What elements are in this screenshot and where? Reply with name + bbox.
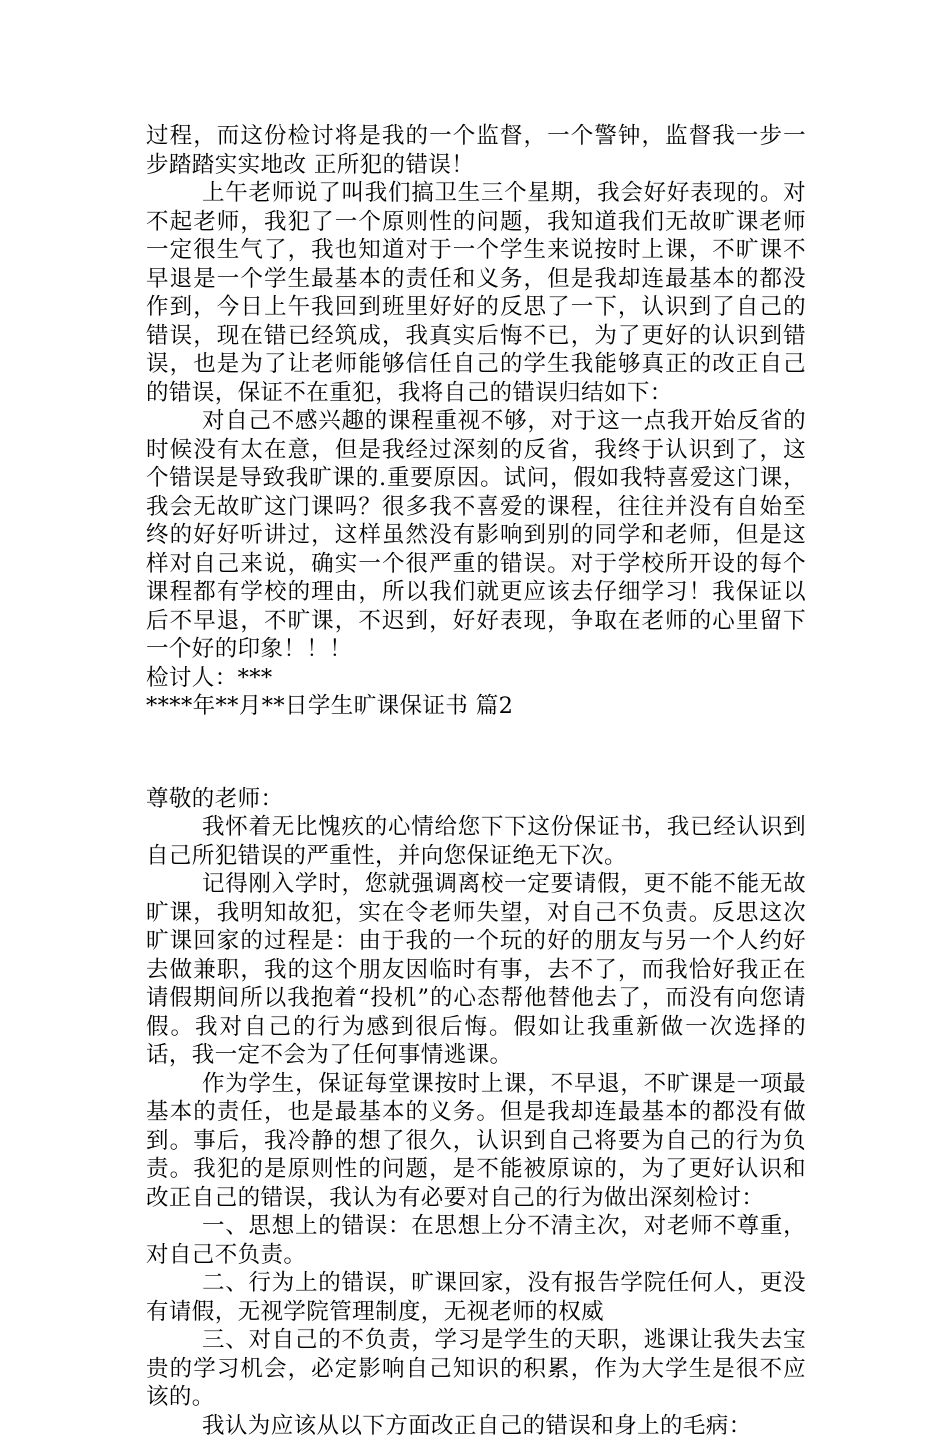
paragraph-apology: 上午老师说了叫我们搞卫生三个星期，我会好好表现的。对不起老师，我犯了一个原则性的问题，我知道我们无故旷课老师一定很生气了，我也知道对于一个学生来说按时上课，不旷课不早退是一个学生最基本的责任和义务，但是我却连最基本的都没作到，今日上午我回到班里好好的反思了一下，认识到了自己的错误，现在错已经筑成，我真实后悔不已，为了更好的认识到错误，也是为了让老师能够信任自己的学生我能够真正的改正自己的错误，保证不在重犯，我将自己的错误归结如下： [146,179,806,407]
paragraph-guarantee: 我怀着无比愧疚的心情给您下下这份保证书，我已经认识到自己所犯错误的严重性，并向您保证绝无下次。 [146,813,806,870]
paragraph-responsibility: 作为学生，保证每堂课按时上课，不早退，不旷课是一项最基本的责任，也是最基本的义务。但是我却连最基本的都没有做到。事后，我冷静的想了很久，认识到自己将要为自己的行为负责。我犯的是原则性的问题，是不能被原谅的，为了更好认识和改正自己的错误，我认为有必要对自己的行为做出深刻检讨： [146,1070,806,1213]
salutation: 尊敬的老师： [146,785,806,814]
paragraph-closing: 我认为应该从以下方面改正自己的错误和身上的毛病： [146,1412,806,1440]
list-item-2: 二、行为上的错误，旷课回家，没有报告学院任何人，更没有请假，无视学院管理制度，无视老师的权威 [146,1269,806,1326]
paragraph-reflection: 对自己不感兴趣的课程重视不够，对于这一点我开始反省的时候没有太在意，但是我经过深刻的反省，我终于认识到了，这个错误是导致我旷课的.重要原因。试问，假如我特喜爱这门课，我会无故旷这门课吗？很多我不喜爱的课程，往往并没有自始至终的好好听讲过，这样虽然没有影响到别的同学和老师，但是这样对自己来说，确实一个很严重的错误。对于学校所开设的每个课程都有学校的理由，所以我们就更应该去仔细学习！我保证以后不早退，不旷课，不迟到，好好表现，争取在老师的心里留下一个好的印象！！！ [146,407,806,664]
section-gap [146,721,806,785]
paragraph-background: 记得刚入学时，您就强调离校一定要请假，更不能不能无故旷课，我明知故犯，实在令老师失望，对自己不负责。反思这次旷课回家的过程是：由于我的一个玩的好的朋友与另一个人约好去做兼职，我的这个朋友因临时有事，去不了，而我恰好我正在请假期间所以我抱着“投机”的心态帮他替他去了，而没有向您请假。我对自己的行为感到很后悔。假如让我重新做一次选择的话，我一定不会为了任何事情逃课。 [146,870,806,1070]
document-page [146,122,806,1440]
signature-line: 检讨人：*** [146,664,806,693]
list-item-3: 三、对自己的不负责，学习是学生的天职，逃课让我失去宝贵的学习机会，必定影响自己知识的积累，作为大学生是很不应该的。 [146,1326,806,1412]
list-item-1: 一、思想上的错误：在思想上分不清主次，对老师不尊重，对自己不负责。 [146,1212,806,1269]
paragraph-intro: 过程，而这份检讨将是我的一个监督，一个警钟，监督我一步一步踏踏实实地改 正所犯的错误！ [146,122,806,179]
date-title-line: ****年**月**日学生旷课保证书 篇2 [146,692,806,721]
